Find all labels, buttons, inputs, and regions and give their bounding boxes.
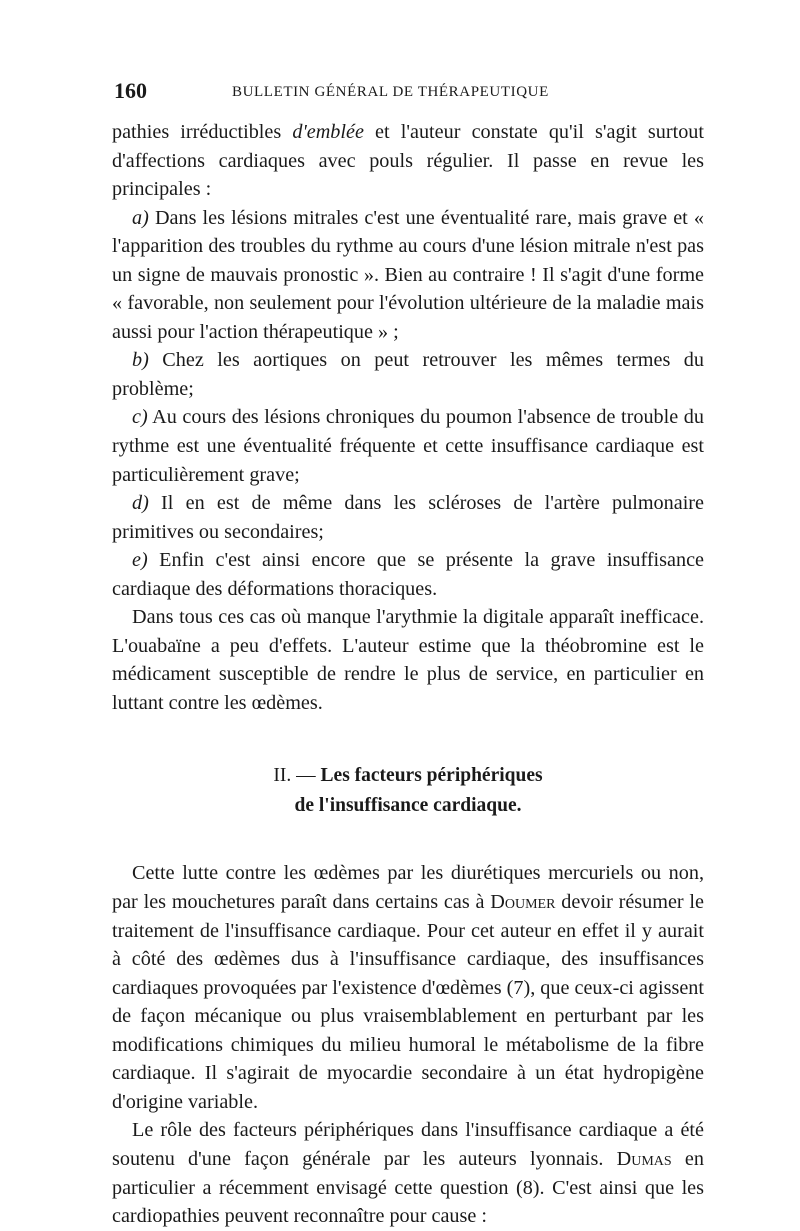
page-header [114,78,702,108]
emphasis: d'emblée [292,121,364,143]
list-item-e: e) Enfin c'est ainsi encore que se présente la grave insuffisance cardiaque des déformations thoraciques. [112,549,704,600]
list-item-d: d) Il en est de même dans les scléroses de l'artère pulmonaire primitives ou secondaires; [112,492,704,543]
paragraph-continuation: pathies irréductibles d'emblée et l'auteur constate qu'il s'agit surtout d'affections cardiaques avec pouls régulier. Il passe en revue les principales : [112,121,704,201]
section-heading-line1: II. — Les facteurs périphériques [273,765,543,787]
list-item-b: b) Chez les aortiques on peut retrouver les mêmes termes du problème; [112,349,704,400]
section-heading [112,761,704,821]
paragraph-digitale: Dans tous ces cas où manque l'arythmie la digitale apparaît inefficace. L'ouabaïne a peu d'effets. L'auteur estime que la théobromine est le médicament susceptible de rendre le plus de service, en particulier en luttant contre les œdèmes. [112,606,704,714]
item-label: a) [132,206,149,229]
text-body [112,118,704,1231]
item-label: b) [132,349,149,372]
page-number: 160 [114,78,147,103]
section-heading-line2: de l'insuffisance cardiaque. [294,795,522,817]
running-title: BULLETIN GÉNÉRAL DE THÉRAPEUTIQUE [232,84,549,100]
paragraph-dumas: Le rôle des facteurs périphériques dans l'insuffisance cardiaque a été soutenu d'une façon générale par les auteurs lyonnais. Dumas en particulier a récemment envisagé cette question (8). C'est ainsi que les cardiopathies peuvent reconnaître pour cause : [112,1119,704,1228]
list-item-c: c) Au cours des lésions chroniques du poumon l'absence de trouble du rythme est une éventualité fréquente et cette insuffisance cardiaque est particulièrement grave; [112,406,704,486]
item-label: e) [132,549,148,572]
author-name: Doumer [490,891,556,914]
item-label: d) [132,492,149,515]
paragraph-doumer: Cette lutte contre les œdèmes par les diurétiques mercuriels ou non, par les mouchetures paraît dans certains cas à Doumer devoir résumer le traitement de l'insuffisance cardiaque. Pour cet auteur en effet il y aurait à côté des œdèmes dus à l'insuffisance cardiaque, des insuffisances cardiaques provoquées par l'existence d'œdèmes (7), que ceux-ci agissent de façon mécanique ou plus vraisemblablement en perturbant par les modifications chimiques du milieu humoral le métabolisme de la fibre cardiaque. Il s'agirait de myocardie secondaire à un état hydropigène d'origine variable. [112,862,705,1113]
item-label: c) [132,406,148,429]
list-item-a: a) Dans les lésions mitrales c'est une éventualité rare, mais grave et « l'apparition des troubles du rythme au cours d'une lésion mitrale n'est pas un signe de mauvais pronostic ». Bien au contraire ! Il s'agit d'une forme « favorable, non seulement pour l'évolution ultérieure de la maladie mais aussi pour l'action thérapeutique » ; [112,206,704,343]
author-name: Dumas [616,1147,672,1170]
